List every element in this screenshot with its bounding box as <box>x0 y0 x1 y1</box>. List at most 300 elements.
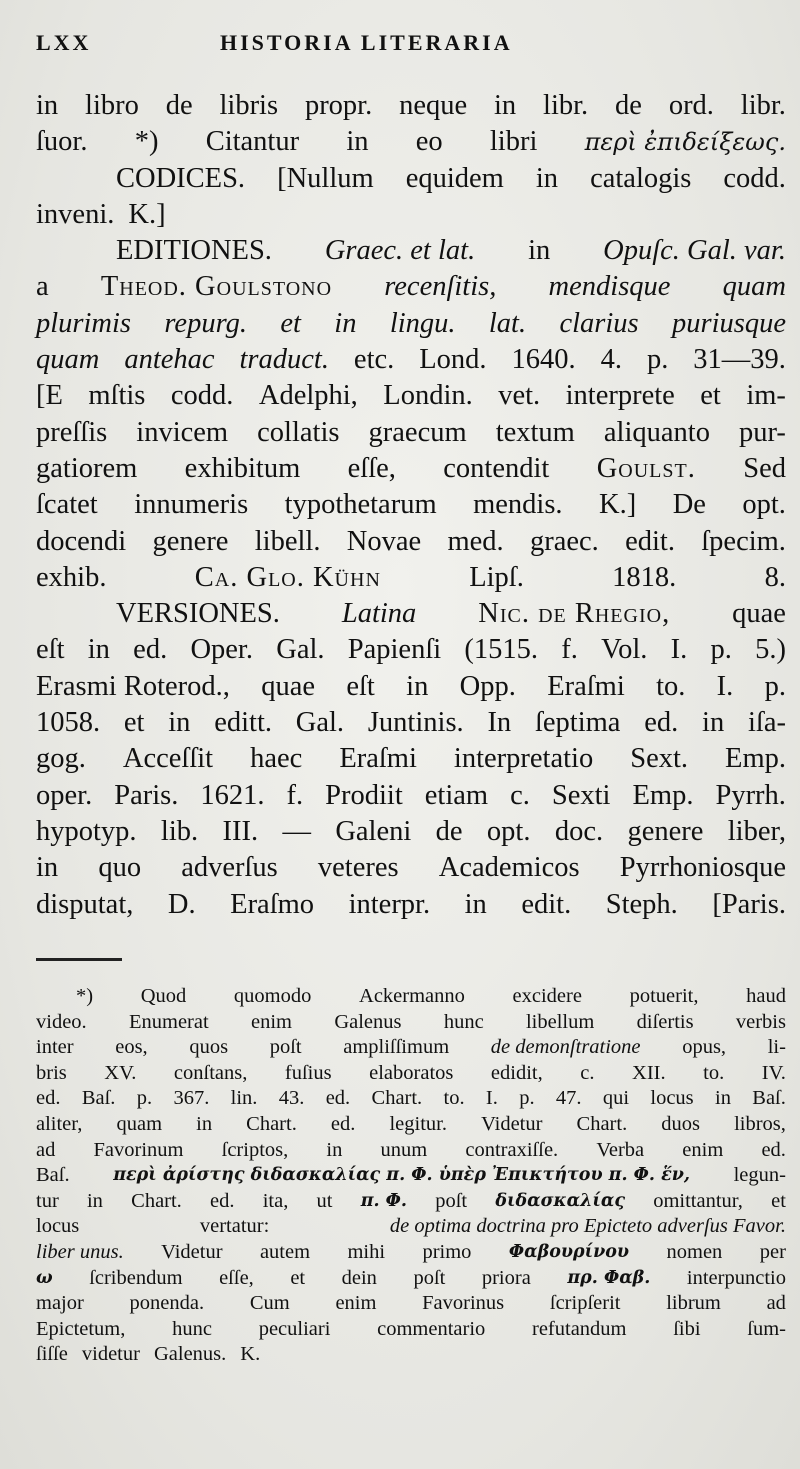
body-word: edit. <box>625 525 675 557</box>
body-word: De <box>672 489 706 521</box>
footnote-word: interpunctio <box>686 1266 786 1289</box>
footnote-word: primo <box>422 1240 472 1263</box>
body-word: libro <box>85 90 139 121</box>
body-word: I. <box>670 634 688 666</box>
footnote-word: ita, <box>262 1189 289 1212</box>
footnote-word: Verba <box>596 1138 645 1161</box>
body-word: Academicos <box>438 852 580 884</box>
body-word: in <box>87 634 110 666</box>
body-word: a <box>36 271 49 303</box>
footnote-word: ſcriptos, <box>221 1138 289 1161</box>
body-word: Ca. Glo. Kühn <box>194 561 381 593</box>
body-word: exhib. <box>36 561 107 593</box>
footnote-word: ſiſſe <box>36 1343 68 1366</box>
body-word: codd. <box>723 162 786 194</box>
body-word: [Nullum <box>277 162 374 194</box>
body-word: Juntinis. <box>367 707 464 739</box>
body-word: inveni. <box>36 198 115 230</box>
body-word: med. <box>447 525 504 557</box>
footnote-word: ed. <box>325 1087 351 1110</box>
footnote-word: ed. <box>330 1112 356 1135</box>
body-line <box>36 560 786 596</box>
footnote-line <box>36 1266 786 1292</box>
body-line <box>36 233 786 269</box>
body-word: libris <box>219 90 279 121</box>
footnote-word: Galenus <box>334 1010 402 1033</box>
body-word: Opuſc. Gal. var. <box>603 235 786 267</box>
body-word: opt. <box>742 489 786 521</box>
footnote-line <box>36 984 786 1010</box>
body-line <box>36 850 786 886</box>
body-word: [Paris. <box>712 888 786 920</box>
footnote-word: ampliſſimum <box>343 1036 450 1059</box>
footnote-word: diſertis <box>636 1010 694 1033</box>
body-word: disputat, <box>36 888 134 920</box>
body-word: Pyrrh. <box>715 779 786 811</box>
body-word: περὶ ἐπιδείξεως. <box>584 128 786 157</box>
footnote-word: quos <box>189 1036 229 1059</box>
body-word: doc. <box>554 815 604 847</box>
footnote-word: *) <box>76 985 94 1007</box>
body-word: recenſitis, <box>384 271 497 303</box>
body-word: Graec. et lat. <box>324 235 476 267</box>
footnote-word: Ackermanno <box>359 985 465 1007</box>
body-word: p. <box>710 634 732 666</box>
footnote-word: ed. <box>761 1138 786 1161</box>
body-word: catalogis <box>590 162 692 194</box>
footnote-word: fuſius <box>284 1061 332 1084</box>
footnote-word: Chart. <box>576 1112 628 1135</box>
body-word: Londin. <box>383 380 473 412</box>
body-word: 4. <box>600 344 622 376</box>
body-word: Oper. <box>190 634 253 666</box>
body-word: edit. <box>521 888 572 920</box>
footnote-word: poſt <box>413 1266 446 1289</box>
footnote-word: Favorinus <box>422 1292 505 1315</box>
body-line <box>36 669 786 705</box>
body-line <box>36 197 786 233</box>
body-word: quae <box>732 598 786 630</box>
body-line <box>36 741 786 777</box>
body-word: oper. <box>36 779 93 811</box>
body-word: im- <box>746 380 786 412</box>
body-word: 1058. <box>36 707 101 739</box>
footnote-word: K. <box>240 1343 261 1366</box>
body-word: eſſe, <box>347 452 396 484</box>
footnote-word: ſcripſerit <box>549 1292 621 1315</box>
body-word: opt. <box>486 815 531 847</box>
page-header <box>36 30 600 60</box>
body-word: codd. <box>170 380 234 412</box>
body-word: quam <box>36 344 100 376</box>
footnote-word: unum <box>380 1138 428 1161</box>
body-word: quam <box>722 271 786 303</box>
footnote-word: quam <box>116 1112 163 1135</box>
body-word: typothetarum <box>284 489 437 521</box>
body-line <box>36 632 786 668</box>
body-word: D. <box>167 888 196 920</box>
body-word: Eraſmo <box>230 888 315 920</box>
body-word: eſt <box>346 670 375 702</box>
footnote-word: Φαβουρίνου <box>508 1241 630 1262</box>
footnote-line <box>36 1317 786 1343</box>
body-line <box>36 487 786 523</box>
footnote-word: enim <box>251 1010 292 1033</box>
body-word: in <box>36 852 59 884</box>
body-word: in <box>406 670 429 702</box>
body-word: Citantur <box>205 126 300 158</box>
footnote-word: enim <box>682 1138 724 1161</box>
body-word: Pyrrhoniosque <box>619 852 786 884</box>
body-word: Gal. <box>295 707 345 739</box>
body-word: Emp. <box>632 779 694 811</box>
body-line <box>36 342 786 378</box>
footnote-word: XV. <box>104 1061 137 1084</box>
body-word: adverſus <box>181 852 278 884</box>
body-word: de <box>435 815 463 847</box>
footnote-word: edidit, <box>490 1061 543 1084</box>
body-word: etiam <box>424 779 489 811</box>
footnote-word: I. <box>485 1087 498 1110</box>
body-word: ord. <box>668 90 714 121</box>
footnote-word: peculiari <box>258 1317 331 1340</box>
body-word: Latina <box>341 598 417 630</box>
footnote-word: eſſe, <box>219 1266 254 1289</box>
footnote-word: Chart. <box>371 1087 423 1110</box>
body-word: graec. <box>529 525 599 557</box>
footnote-word: IV. <box>761 1061 786 1084</box>
footnote-word: Videtur <box>161 1240 223 1263</box>
body-word: mendisque <box>548 271 671 303</box>
body-word: et <box>123 707 145 739</box>
body-word: lat. <box>488 307 527 339</box>
footnote-word: ſum- <box>747 1317 786 1340</box>
footnote-word: to. <box>703 1061 725 1084</box>
footnote-word: in <box>196 1112 213 1135</box>
body-word: in <box>528 235 551 267</box>
footnote-word: ed. <box>210 1189 235 1212</box>
footnote-word: liber unus. <box>36 1240 124 1263</box>
footnote-word: verbis <box>735 1010 786 1033</box>
body-word: VERSIONES. <box>116 598 280 630</box>
footnote-word: aliter, <box>36 1112 83 1135</box>
footnote-word: Epictetum, <box>36 1317 126 1340</box>
body-word: Prodiit <box>325 779 403 811</box>
body-line <box>36 269 786 305</box>
body-word: Goulst. <box>596 452 696 484</box>
body-word: Nic. de Rhegio, <box>478 598 671 630</box>
body-word: haec <box>250 743 303 775</box>
body-word: editt. <box>214 707 272 739</box>
footnote-word: mihi <box>347 1240 386 1263</box>
body-word: Gal. <box>276 634 325 666</box>
body-word: traduct. <box>239 344 329 376</box>
body-word: Sexti <box>551 779 611 811</box>
footnote-word: poſt <box>269 1036 302 1059</box>
body-word: 8. <box>764 561 786 593</box>
body-word: genere <box>152 525 229 557</box>
footnote-word: locus <box>650 1087 694 1110</box>
footnote-word: inter <box>36 1036 74 1059</box>
body-word: Paris. <box>114 779 179 811</box>
body-word: repurg. <box>164 307 247 339</box>
footnote-word: de demonſtratione <box>490 1036 641 1059</box>
body-line <box>36 306 786 342</box>
body-word: aliquanto <box>603 416 710 448</box>
footnote-word: quomodo <box>233 985 312 1007</box>
body-word: Emp. <box>725 743 786 775</box>
footnote-word: vertatur: <box>199 1215 270 1238</box>
footnote-word: ad <box>36 1138 56 1161</box>
body-word: Eraſmi <box>547 670 625 702</box>
footnote-word: ponenda. <box>129 1292 205 1315</box>
body-word: libr. <box>740 90 786 121</box>
body-line <box>36 887 786 923</box>
body-word: f. <box>286 779 304 811</box>
footnote-word: libellum <box>525 1010 595 1033</box>
body-word: — <box>282 815 311 847</box>
footnote-word: locus <box>36 1215 80 1238</box>
body-word: hypotyp. <box>36 815 137 847</box>
body-word: et <box>280 307 301 339</box>
footnote-word: in <box>326 1138 343 1161</box>
footnote-word: opus, <box>682 1036 727 1059</box>
body-word: mſtis <box>88 380 146 412</box>
footnote-word: ω <box>36 1267 53 1288</box>
body-word: libell. <box>254 525 321 557</box>
body-word: in <box>702 707 725 739</box>
footnote-word: Baſ. <box>36 1164 70 1187</box>
body-word: neque <box>399 90 468 121</box>
footnote-word: legitur. <box>389 1112 447 1135</box>
body-word: Sed <box>743 452 786 484</box>
footnote-word: elaboratos <box>369 1061 454 1084</box>
body-word: Opp. <box>459 670 516 702</box>
body-word: contendit <box>443 452 550 484</box>
body-word: puriusque <box>672 307 786 339</box>
footnote-word: Chart. <box>131 1189 182 1212</box>
footnote-word: ſibi <box>673 1317 701 1340</box>
footnote-word: ad <box>766 1292 786 1315</box>
footnote-word: tur <box>36 1189 59 1212</box>
footnote-word: π. Φ. <box>360 1190 408 1211</box>
footnote-word: in <box>715 1087 731 1110</box>
footnote-word: dein <box>341 1266 377 1289</box>
footnote-word: hunc <box>443 1010 484 1033</box>
body-word: preſſis <box>36 416 108 448</box>
footnote-word: poſt <box>435 1189 468 1212</box>
footnote-word: enim <box>335 1292 377 1315</box>
footnote-line <box>36 1163 786 1189</box>
body-word: Lipſ. <box>469 561 524 593</box>
body-word: 31—39. <box>693 344 786 376</box>
body-word: Sext. <box>630 743 689 775</box>
footnote-line <box>36 1189 786 1215</box>
body-line <box>36 778 786 814</box>
body-word: Steph. <box>605 888 678 920</box>
footnote-line <box>36 1061 786 1087</box>
body-line <box>36 814 786 850</box>
footnote-word: ut <box>316 1189 333 1212</box>
body-word: (1515. <box>464 634 539 666</box>
footnote-line <box>36 1342 786 1368</box>
body-word: collatis <box>257 416 340 448</box>
footnote-word: περὶ ἀρίστης διδασκαλίας π. Φ. ὑπὲρ Ἐπικτήτου π. Φ. ἕν, <box>113 1165 690 1186</box>
body-word: antehac <box>124 344 215 376</box>
footnote-word: 47. <box>555 1087 582 1110</box>
body-word: ſeptima <box>534 707 621 739</box>
footnote-word: contraxiſſe. <box>465 1138 559 1161</box>
body-word: in <box>36 90 59 121</box>
body-word: vet. <box>498 380 541 412</box>
body-word: graecum <box>368 416 467 448</box>
footnote-word: qui <box>602 1087 630 1110</box>
body-word: in <box>168 707 191 739</box>
body-word: docendi <box>36 525 127 557</box>
footnote-word: duos <box>661 1112 701 1135</box>
footnote-word: Cum <box>249 1292 290 1315</box>
body-word: f. <box>561 634 578 666</box>
footnote-word: XII. <box>632 1061 666 1084</box>
body-word: clarius <box>559 307 639 339</box>
body-word: Novae <box>346 525 422 557</box>
body-line <box>36 415 786 451</box>
footnote-word: li- <box>767 1036 786 1059</box>
body-word: Eraſmi <box>339 743 417 775</box>
footnote-word: excidere <box>512 985 582 1007</box>
footnote-word: p. <box>519 1087 535 1110</box>
running-head: HISTORIA LITERARIA <box>220 30 513 55</box>
body-word: eſt <box>36 634 65 666</box>
body-word: in <box>535 162 559 194</box>
footnote-word: legun- <box>733 1164 786 1187</box>
footnote-rule <box>36 958 122 961</box>
footnote-word: Chart. <box>246 1112 297 1135</box>
footnote-line <box>36 1112 786 1138</box>
footnote-word: Galenus. <box>153 1343 227 1366</box>
footnote-line <box>36 1291 786 1317</box>
body-word: in <box>464 888 487 920</box>
body-word: textum <box>495 416 575 448</box>
body-word: Acceſſit <box>122 743 214 775</box>
body-word: ſpecim. <box>701 525 786 557</box>
body-word: interpretatio <box>453 743 594 775</box>
body-word: eo <box>415 126 443 158</box>
body-word: in <box>334 307 357 339</box>
body-word: plurimis <box>36 307 132 339</box>
body-word: EDITIONES. <box>116 235 272 267</box>
body-word: innumeris <box>134 489 249 521</box>
body-word: 1621. <box>200 779 265 811</box>
footnote-word: per <box>759 1240 786 1263</box>
body-word: de <box>615 90 642 121</box>
body-line <box>36 124 786 160</box>
footnote-word: libros, <box>734 1112 786 1135</box>
body-word: K.] <box>599 489 637 521</box>
body-word: p. <box>646 344 669 376</box>
footnote-word: ſcribendum <box>89 1266 183 1289</box>
body-word: to. <box>656 670 686 702</box>
footnote-word: videtur <box>81 1343 140 1366</box>
footnote-line <box>36 1035 786 1061</box>
footnote-word: refutandum <box>532 1317 627 1340</box>
body-word: iſa- <box>748 707 786 739</box>
body-word: In <box>487 707 512 739</box>
footnote-word: priora <box>481 1266 531 1289</box>
footnote-word: commentario <box>377 1317 486 1340</box>
footnote-word: ed. <box>36 1087 61 1110</box>
body-word: ed. <box>133 634 168 666</box>
body-word: libr. <box>543 90 589 121</box>
body-word: [E <box>36 380 63 412</box>
body-word: ſuor. <box>36 126 88 158</box>
body-word: in <box>494 90 517 121</box>
footnote-word: to. <box>443 1087 465 1110</box>
body-word: gatiorem <box>36 452 138 484</box>
footnote-word: lin. <box>230 1087 258 1110</box>
footnote-line <box>36 1010 786 1036</box>
body-word: Lond. <box>419 344 487 376</box>
footnote-word: Favorinum <box>93 1138 184 1161</box>
body-word: gog. <box>36 743 86 775</box>
body-word: in <box>346 126 369 158</box>
body-word: genere <box>627 815 704 847</box>
footnote-line <box>36 1240 786 1266</box>
body-word: Theod. Goulstono <box>100 271 333 303</box>
body-word: K.] <box>128 198 166 230</box>
body-line <box>36 88 786 124</box>
footnote-word: διδασκαλίας <box>495 1190 625 1211</box>
body-line <box>36 161 786 197</box>
footnote-word: Baſ. <box>752 1087 786 1110</box>
footnote-word: potuerit, <box>629 985 699 1007</box>
footnote-word: Baſ. <box>81 1087 116 1110</box>
footnote-line <box>36 1138 786 1164</box>
body-line <box>36 596 786 632</box>
footnote-word: librum <box>666 1292 721 1315</box>
footnote-word: haud <box>746 985 786 1007</box>
footnote-word: video. <box>36 1010 87 1033</box>
body-word: 1640. <box>511 344 576 376</box>
body-word: 1818. <box>612 561 677 593</box>
footnote-word: nomen <box>666 1240 723 1263</box>
footnote-word: et <box>290 1266 306 1289</box>
body-word: I. <box>716 670 734 702</box>
body-word: Galeni <box>335 815 412 847</box>
footnote-word: et <box>771 1189 786 1212</box>
footnote-word: p. <box>136 1087 153 1110</box>
body-word: lingu. <box>389 307 456 339</box>
body-word: *) <box>134 126 159 158</box>
footnote-word: major <box>36 1292 84 1315</box>
footnote-word: omittantur, <box>653 1189 743 1212</box>
footnote-line <box>36 1086 786 1112</box>
body-word: et <box>700 380 721 412</box>
footnote-word: eos, <box>115 1036 148 1059</box>
footnote <box>36 984 786 1368</box>
body-word: etc. <box>353 344 395 376</box>
footnote-word: in <box>86 1189 103 1212</box>
body-word: invicem <box>136 416 229 448</box>
footnote-word: Enumerat <box>128 1010 209 1033</box>
body-word: quae <box>261 670 316 702</box>
body-word: Papienſi <box>347 634 442 666</box>
body-word: ed. <box>644 707 679 739</box>
body-word: Erasmi Roterod., <box>36 670 230 702</box>
page-number: LXX <box>36 30 92 55</box>
footnote-word: Quod <box>140 985 187 1007</box>
body-word: 5.) <box>755 634 786 666</box>
